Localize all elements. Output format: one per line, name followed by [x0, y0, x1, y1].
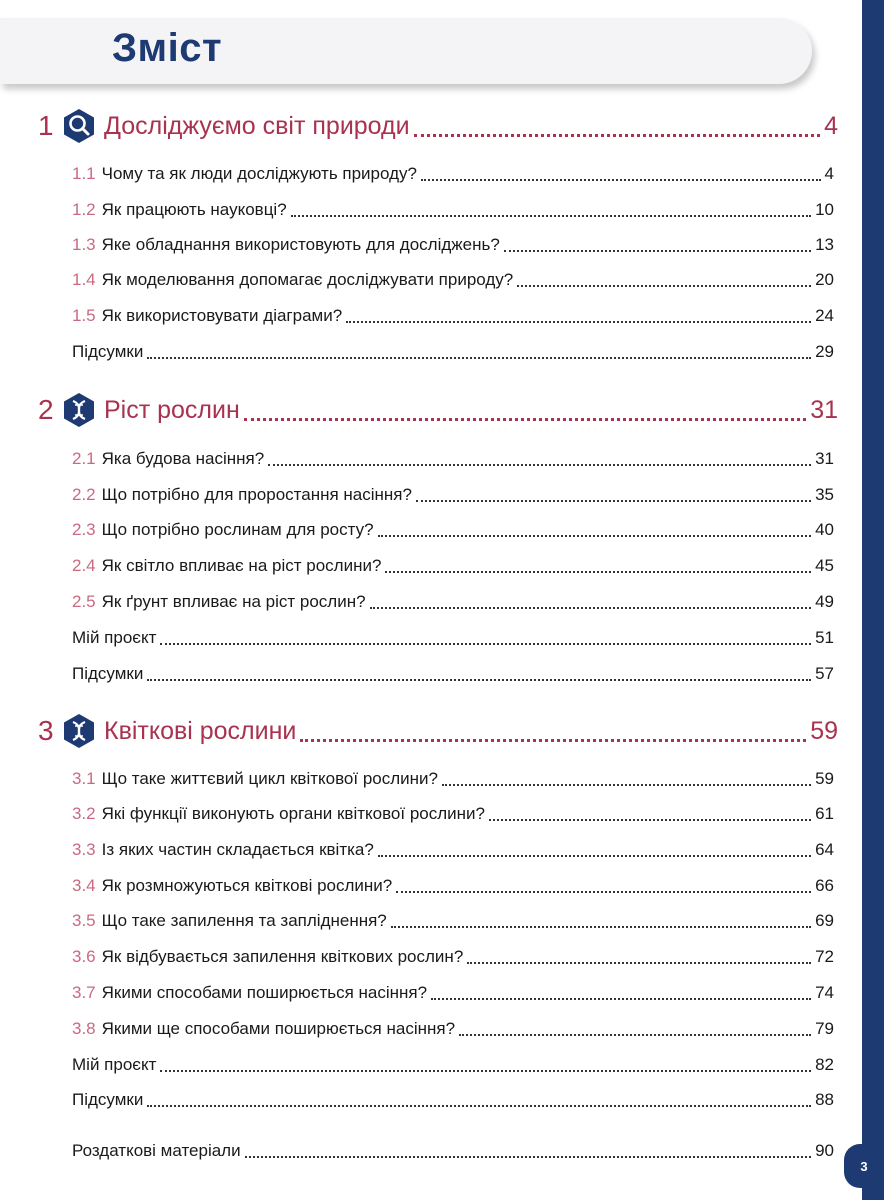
entry-page: 88	[815, 1090, 834, 1109]
entry-title: Як світло впливає на ріст рослини?	[101, 556, 382, 575]
toc-entry[interactable]	[72, 801, 834, 827]
entry-page: 64	[815, 840, 834, 859]
dot-leader	[396, 889, 811, 893]
toc-entry[interactable]	[72, 873, 834, 899]
entry-page: 59	[815, 769, 834, 788]
toc-entry-summary[interactable]	[72, 661, 834, 687]
entry-page: 79	[815, 1019, 834, 1038]
chapter-number: 3	[38, 715, 54, 746]
dot-leader	[391, 924, 811, 928]
entry-title: Мій проєкт	[72, 628, 157, 647]
entry-number: 1.2	[72, 200, 96, 219]
entry-number: 3.2	[72, 804, 96, 823]
entry-page: 61	[815, 804, 834, 823]
entry-title: Якими ще способами поширюється насіння?	[101, 1019, 456, 1038]
toc-entry[interactable]	[72, 553, 834, 579]
magnifier-icon	[62, 108, 96, 144]
entry-page: 74	[815, 983, 834, 1002]
chapter-page: 59	[810, 716, 838, 745]
dot-leader	[504, 248, 811, 252]
dot-leader	[421, 177, 821, 181]
entry-page: 66	[815, 876, 834, 895]
entry-number: 3.3	[72, 840, 96, 859]
chapter-title: Ріст рослин	[104, 395, 240, 424]
entry-page: 45	[815, 556, 834, 575]
dot-leader	[416, 498, 811, 502]
entry-number: 1.4	[72, 270, 96, 289]
toc-entry[interactable]	[72, 267, 834, 293]
entry-title: Що таке життєвий цикл квіткової рослини?	[101, 769, 438, 788]
entry-number: 3.6	[72, 947, 96, 966]
chapter-3-heading[interactable]	[38, 711, 838, 751]
entry-page: 20	[815, 270, 834, 289]
entry-title: Підсумки	[72, 664, 144, 683]
toc-entry-project[interactable]	[72, 625, 834, 651]
entry-title: Підсумки	[72, 1090, 144, 1109]
dot-leader	[147, 355, 811, 359]
toc-entry-appendix[interactable]	[72, 1138, 834, 1164]
toc-entry-project[interactable]	[72, 1052, 834, 1078]
chapter-number: 2	[38, 394, 54, 425]
entry-title: Чому та як люди досліджують природу?	[101, 164, 417, 183]
dot-leader	[385, 569, 811, 573]
dot-leader	[431, 996, 811, 1000]
page-number: 3	[844, 1144, 884, 1188]
entry-number: 2.3	[72, 520, 96, 539]
entry-page: 29	[815, 342, 834, 361]
entry-number: 1.3	[72, 235, 96, 254]
entry-title: Як використовувати діаграми?	[101, 306, 343, 325]
entry-number: 1.1	[72, 164, 96, 183]
toc-entry[interactable]	[72, 482, 834, 508]
entry-title: Як розмножуються квіткові рослини?	[101, 876, 393, 895]
dot-leader	[160, 641, 811, 645]
dot-leader	[370, 605, 812, 609]
entry-title: Яке обладнання використовують для досліджень?	[101, 235, 500, 254]
entry-page: 49	[815, 592, 834, 611]
entry-title: Як працюють науковці?	[101, 200, 287, 219]
entry-number: 2.1	[72, 449, 96, 468]
toc-entry[interactable]	[72, 944, 834, 970]
dot-leader	[414, 132, 821, 137]
dna-icon	[62, 713, 96, 749]
entry-title: Роздаткові матеріали	[72, 1141, 241, 1160]
entry-title: Із яких частин складається квітка?	[101, 840, 374, 859]
dna-icon	[62, 392, 96, 428]
entry-number: 2.5	[72, 592, 96, 611]
entry-number: 3.1	[72, 769, 96, 788]
chapter-2-heading[interactable]	[38, 390, 838, 430]
toc-entry[interactable]	[72, 517, 834, 543]
entry-page: 72	[815, 947, 834, 966]
entry-title: Підсумки	[72, 342, 144, 361]
dot-leader	[378, 533, 812, 537]
dot-leader	[467, 960, 811, 964]
entry-number: 2.2	[72, 485, 96, 504]
entry-number: 3.8	[72, 1019, 96, 1038]
entry-title: Що потрібно для проростання насіння?	[101, 485, 412, 504]
entry-page: 31	[815, 449, 834, 468]
chapter-1-heading[interactable]	[38, 106, 838, 146]
toc-entry[interactable]	[72, 197, 834, 223]
dot-leader	[268, 462, 811, 466]
chapter-number: 1	[38, 110, 54, 141]
dot-leader	[459, 1032, 811, 1036]
entry-page: 35	[815, 485, 834, 504]
dot-leader	[346, 319, 811, 323]
dot-leader	[160, 1068, 811, 1072]
entry-page: 24	[815, 306, 834, 325]
toc-entry[interactable]	[72, 232, 834, 258]
entry-title: Що таке запилення та запліднення?	[101, 911, 387, 930]
toc-entry[interactable]	[72, 589, 834, 615]
dot-leader	[244, 416, 806, 421]
toc-entry[interactable]	[72, 161, 834, 187]
dot-leader	[291, 213, 811, 217]
entry-page: 13	[815, 235, 834, 254]
entry-page: 69	[815, 911, 834, 930]
entry-number: 3.4	[72, 876, 96, 895]
toc-entry[interactable]	[72, 837, 834, 863]
entry-number: 3.5	[72, 911, 96, 930]
chapter-title: Досліджуємо світ природи	[104, 111, 410, 140]
entry-page: 4	[824, 164, 834, 183]
toc-entry[interactable]	[72, 446, 834, 472]
dot-leader	[378, 853, 811, 857]
dot-leader	[517, 283, 811, 287]
right-edge-band	[862, 0, 884, 1200]
toc-entry[interactable]	[72, 908, 834, 934]
toc-entry[interactable]	[72, 980, 834, 1006]
entry-page: 10	[815, 200, 834, 219]
chapter-page: 31	[810, 395, 838, 424]
entry-title: Як відбувається запилення квіткових рослин?	[101, 947, 464, 966]
entry-title: Як ґрунт впливає на ріст рослин?	[101, 592, 366, 611]
dot-leader	[147, 677, 811, 681]
entry-title: Мій проєкт	[72, 1055, 157, 1074]
entry-title: Як моделювання допомагає досліджувати природу?	[101, 270, 514, 289]
dot-leader	[147, 1103, 811, 1107]
toc-entry-summary[interactable]	[72, 1087, 834, 1113]
entry-number: 1.5	[72, 306, 96, 325]
entry-page: 82	[815, 1055, 834, 1074]
entry-title: Що потрібно рослинам для росту?	[101, 520, 374, 539]
chapter-page: 4	[824, 111, 838, 140]
toc-entry[interactable]	[72, 766, 834, 792]
entry-page: 90	[815, 1141, 834, 1160]
entry-number: 2.4	[72, 556, 96, 575]
entry-page: 51	[815, 628, 834, 647]
entry-number: 3.7	[72, 983, 96, 1002]
entry-page: 57	[815, 664, 834, 683]
page-title: Зміст	[112, 26, 223, 70]
chapter-title: Квіткові рослини	[104, 716, 297, 745]
entry-title: Якими способами поширюється насіння?	[101, 983, 428, 1002]
dot-leader	[245, 1154, 811, 1158]
entry-title: Які функції виконують органи квіткової рослини?	[101, 804, 485, 823]
dot-leader	[300, 737, 806, 742]
entry-title: Яка будова насіння?	[101, 449, 265, 468]
entry-page: 40	[815, 520, 834, 539]
toc-entry[interactable]	[72, 303, 834, 329]
toc-entry[interactable]	[72, 1016, 834, 1042]
toc-entry-summary[interactable]	[72, 339, 834, 365]
dot-leader	[442, 782, 811, 786]
dot-leader	[489, 817, 811, 821]
